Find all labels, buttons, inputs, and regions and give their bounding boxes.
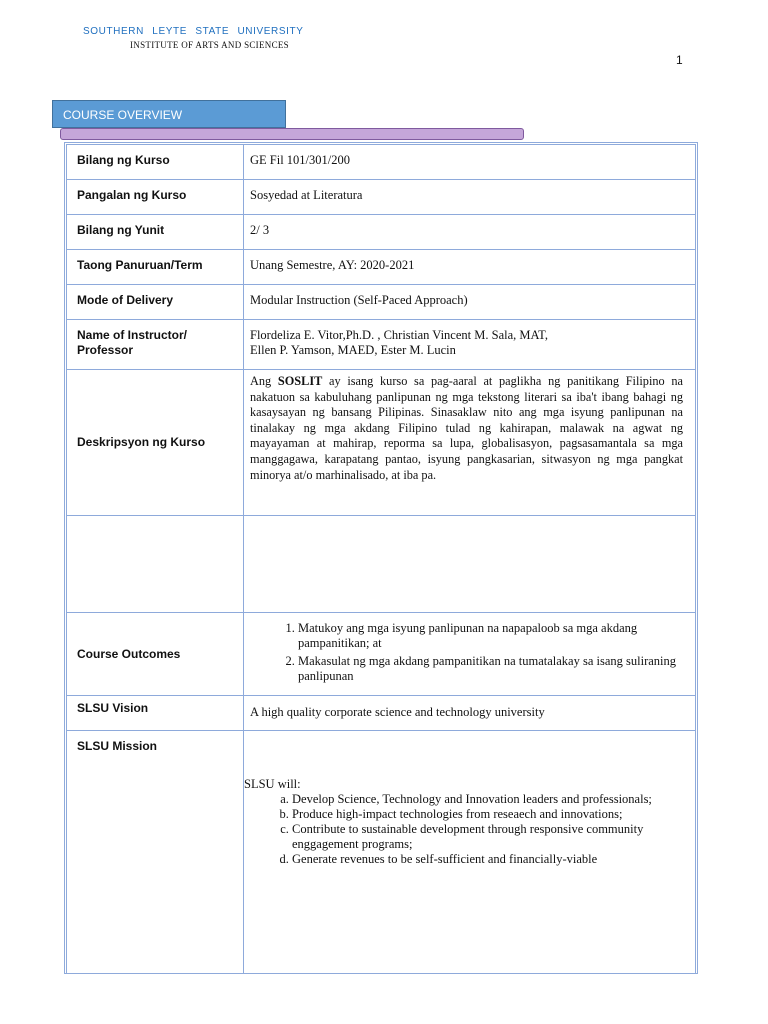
label-course-number: Bilang ng Kurso — [67, 145, 244, 180]
row-mission — [67, 731, 696, 974]
value-blank — [244, 516, 696, 613]
row-delivery — [67, 285, 696, 320]
outcomes-list — [250, 621, 689, 684]
label-description: Deskripsyon ng Kurso — [67, 370, 244, 516]
value-vision: A high quality corporate science and technology university — [244, 696, 696, 731]
row-vision — [67, 696, 696, 731]
outcome-item: 2. Makasulat ng mga akdang pampanitikan na tumatalakay sa isang suliraning panlipunan — [298, 654, 689, 684]
value-outcomes — [244, 613, 696, 696]
row-outcomes — [67, 613, 696, 696]
label-term: Taong Panuruan/Term — [67, 250, 244, 285]
value-units: 2/ 3 — [244, 215, 696, 250]
mission-item: b. Produce high-impact technologies from reseaech and innovations; — [292, 807, 689, 822]
label-blank — [67, 516, 244, 613]
label-instructor-line1: Name of Instructor/ — [77, 328, 188, 342]
label-outcomes: Course Outcomes — [67, 613, 244, 696]
course-overview-table — [64, 142, 698, 974]
value-course-number: GE Fil 101/301/200 — [244, 145, 696, 180]
label-instructor — [67, 320, 244, 370]
description-text: ay isang kurso sa pag-aaral at paglikha ng panitikang Filipino na nakatuon sa kabuluhang panlipunan ng mga tekstong literari sa iba't ibang bahagi ng kasaysayan ng bansang Pilipinas. Sinasaklaw nito ang mga isyung panlipunan na tinalakay ng mga akdang Filipino tulad ng kahirapan, malawak na agwat ng mayayaman at mahirap, reporma sa lupa, globalisasyon, pagsasamantala sa mga manggagawa, karapatang pantao, isyung pangkasarian, sitwasyon ng mga pangkat minorya at/o marhinalisado, at iba pa. — [250, 374, 683, 482]
instructor-names-line1: Flordeliza E. Vitor,Ph.D. , Christian Vincent M. Sala, MAT, — [250, 328, 548, 342]
mission-list — [244, 792, 689, 867]
row-blank — [67, 516, 696, 613]
value-delivery: Modular Instruction (Self-Paced Approach) — [244, 285, 696, 320]
row-instructor — [67, 320, 696, 370]
description-highlight: SOSLIT — [277, 374, 323, 388]
outcome-item: 1. Matukoy ang mga isyung panlipunan na napapaloob sa mga akdang pampanitikan; at — [298, 621, 689, 651]
value-course-name: Sosyedad at Literatura — [244, 180, 696, 215]
row-description — [67, 370, 696, 516]
description-prefix: Ang — [250, 374, 278, 388]
mission-item: c. Contribute to sustainable development through responsive community enggagement programs; — [292, 822, 689, 852]
label-units: Bilang ng Yunit — [67, 215, 244, 250]
label-course-name: Pangalan ng Kurso — [67, 180, 244, 215]
label-instructor-line2: Professor — [77, 343, 134, 357]
row-units — [67, 215, 696, 250]
mission-item: d. Generate revenues to be self-sufficient and financially-viable — [292, 852, 689, 867]
row-course-name — [67, 180, 696, 215]
label-mission: SLSU Mission — [67, 731, 244, 974]
decorative-bar — [60, 128, 524, 140]
course-overview-banner: COURSE OVERVIEW — [52, 100, 286, 128]
label-delivery: Mode of Delivery — [67, 285, 244, 320]
institute-name: INSTITUTE OF ARTS AND SCIENCES — [130, 40, 289, 50]
value-instructor — [244, 320, 696, 370]
row-course-number — [67, 145, 696, 180]
value-term: Unang Semestre, AY: 2020-2021 — [244, 250, 696, 285]
instructor-names-line2: Ellen P. Yamson, MAED, Ester M. Lucin — [250, 343, 456, 357]
mission-item: a. Develop Science, Technology and Innovation leaders and professionals; — [292, 792, 689, 807]
page-number: 1 — [676, 53, 683, 67]
university-name: SOUTHERN LEYTE STATE UNIVERSITY — [83, 26, 304, 37]
label-vision: SLSU Vision — [67, 696, 244, 731]
value-description — [244, 370, 696, 516]
row-term — [67, 250, 696, 285]
value-mission — [244, 731, 696, 974]
mission-intro: SLSU will: — [244, 777, 301, 791]
